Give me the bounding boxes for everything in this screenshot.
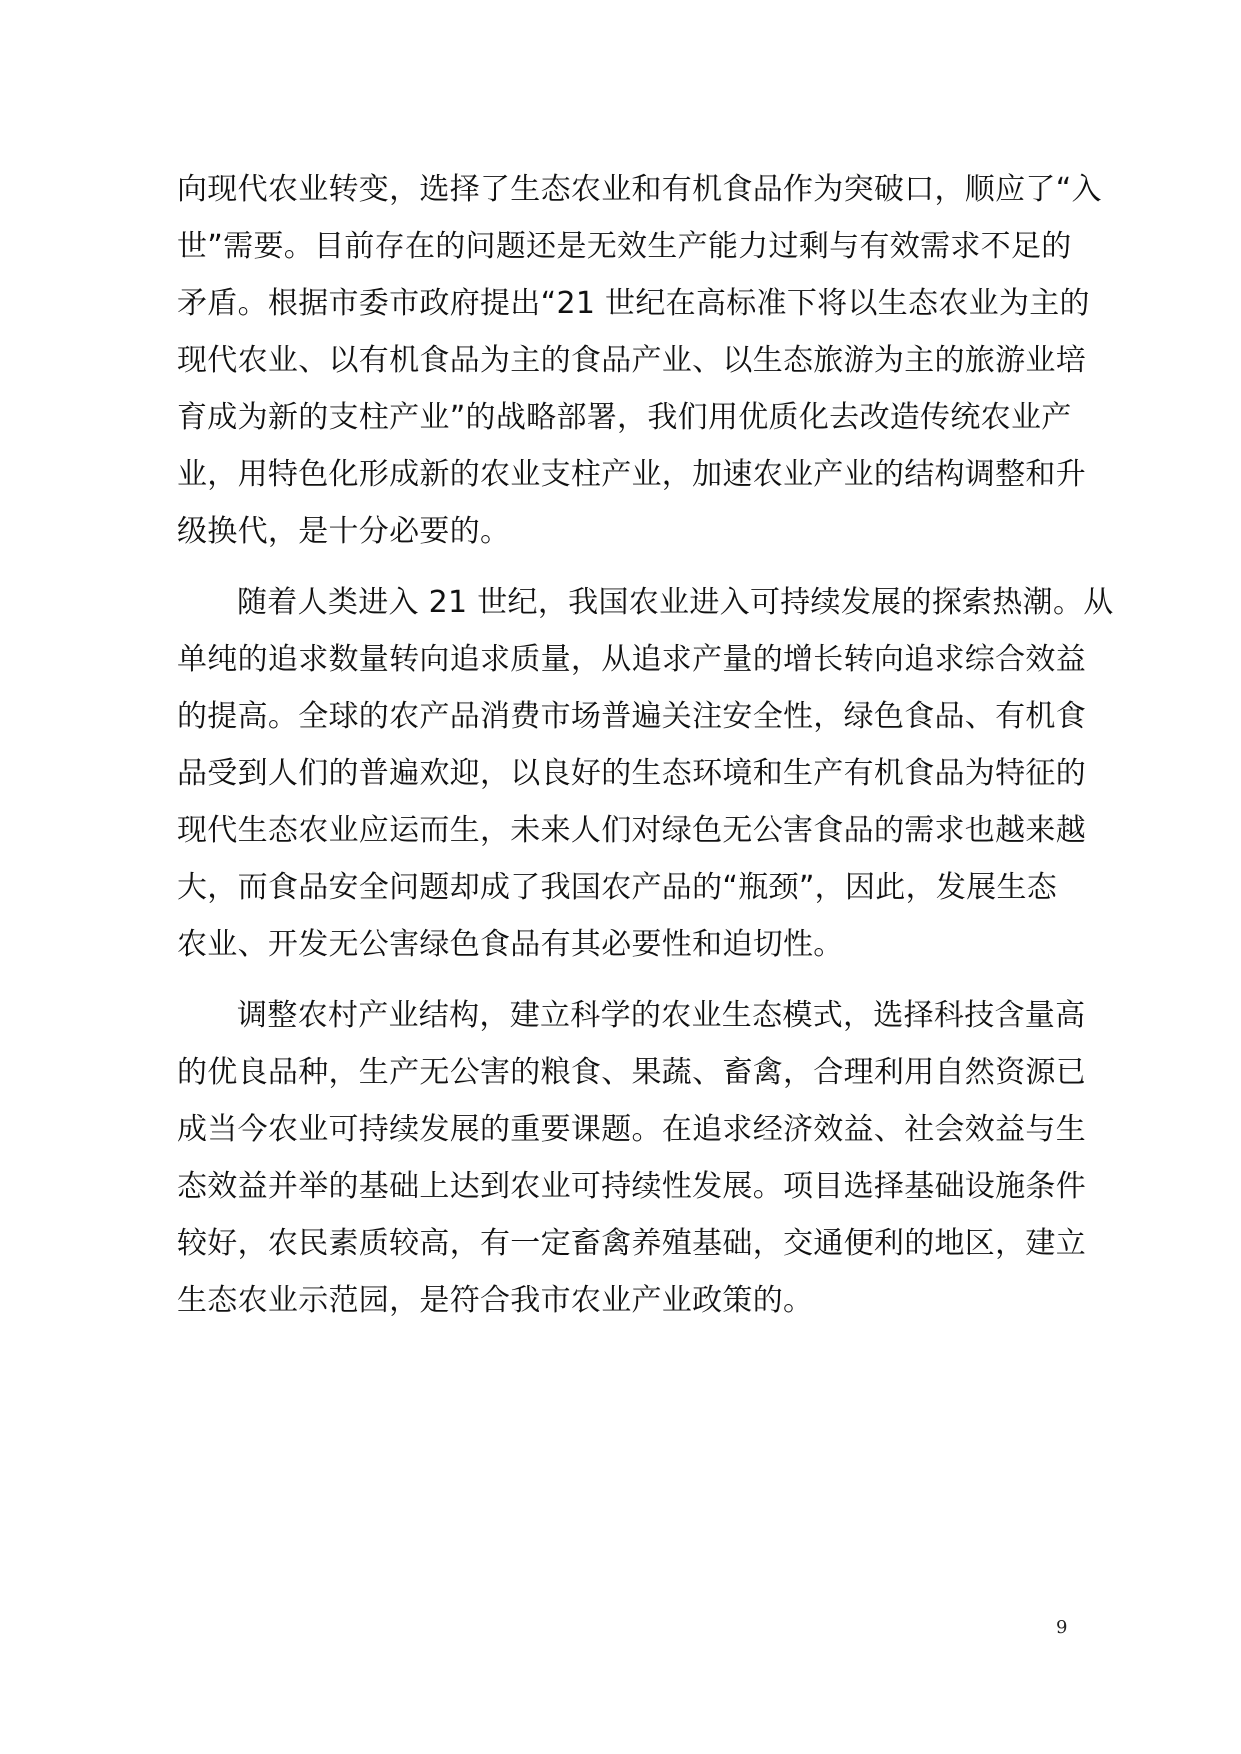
text-line: 成当今农业可持续发展的重要课题。在追求经济效益、社会效益与生 bbox=[177, 1112, 1086, 1147]
text-line: 调整农村产业结构，建立科学的农业生态模式，选择科技含量高 bbox=[237, 998, 1086, 1033]
text-line: 向现代农业转变，选择了生态农业和有机食品作为突破口，顺应了“入 bbox=[177, 172, 1102, 207]
text-line: 矛盾。根据市委市政府提出“21 世纪在高标准下将以生态农业为主的 bbox=[177, 286, 1090, 321]
text-line: 农业、开发无公害绿色食品有其必要性和迫切性。 bbox=[177, 927, 844, 962]
text-line: 随着人类进入 21 世纪，我国农业进入可持续发展的探索热潮。从 bbox=[237, 585, 1114, 620]
text-line: 育成为新的支柱产业”的战略部署，我们用优质化去改造传统农业产 bbox=[177, 400, 1072, 435]
page-number: 9 bbox=[1056, 1617, 1068, 1638]
text-line: 较好，农民素质较高，有一定畜禽养殖基础，交通便利的地区，建立 bbox=[177, 1226, 1086, 1261]
text-line: 生态农业示范园，是符合我市农业产业政策的。 bbox=[177, 1283, 814, 1318]
text-line: 的优良品种，生产无公害的粮食、果蔬、畜禽，合理利用自然资源已 bbox=[177, 1055, 1086, 1090]
text-line: 态效益并举的基础上达到农业可持续性发展。项目选择基础设施条件 bbox=[177, 1169, 1086, 1204]
text-line: 世”需要。目前存在的问题还是无效生产能力过剩与有效需求不足的 bbox=[177, 229, 1072, 264]
text-line: 品受到人们的普遍欢迎，以良好的生态环境和生产有机食品为特征的 bbox=[177, 756, 1086, 791]
text-line: 大，而食品安全问题却成了我国农产品的“瓶颈”，因此，发展生态 bbox=[177, 870, 1058, 905]
text-line: 级换代，是十分必要的。 bbox=[177, 514, 511, 549]
text-line: 现代生态农业应运而生，未来人们对绿色无公害食品的需求也越来越 bbox=[177, 813, 1086, 848]
text-line: 业，用特色化形成新的农业支柱产业，加速农业产业的结构调整和升 bbox=[177, 457, 1086, 492]
text-line: 现代农业、以有机食品为主的食品产业、以生态旅游为主的旅游业培 bbox=[177, 343, 1086, 378]
text-line: 的提高。全球的农产品消费市场普遍关注安全性，绿色食品、有机食 bbox=[177, 699, 1086, 734]
text-line: 单纯的追求数量转向追求质量，从追求产量的增长转向追求综合效益 bbox=[177, 642, 1086, 677]
